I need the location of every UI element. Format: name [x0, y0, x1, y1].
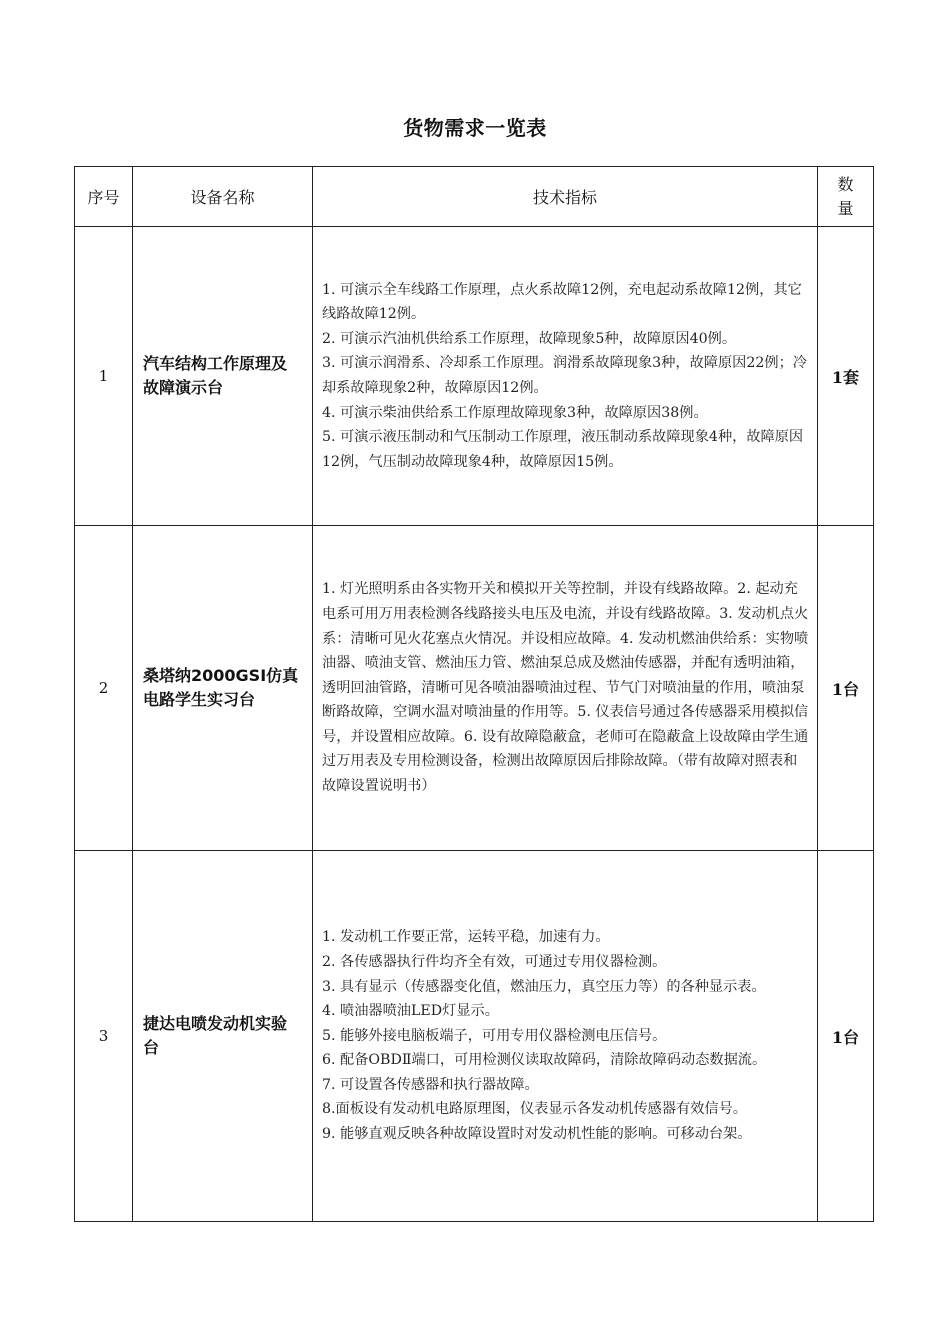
row-no: 1 — [75, 227, 133, 526]
header-no: 序号 — [75, 167, 133, 227]
spec-item: 8.面板设有发动机电路原理图，仪表显示各发动机传感器有效信号。 — [322, 1101, 747, 1118]
spec-item: 6. 配备OBDⅡ端口，可用检测仪读取故障码，清除故障码动态数据流。 — [322, 1052, 767, 1069]
row-name: 捷达电喷发动机实验台 — [133, 851, 313, 1222]
spec-item: 7. 可设置各传感器和执行器故障。 — [322, 1076, 539, 1093]
row-qty: 1台 — [818, 851, 874, 1222]
spec-item: 4. 可演示柴油供给系工作原理故障现象3种，故障原因38例。 — [322, 404, 708, 421]
header-qty-line1: 数 — [837, 174, 854, 194]
row-no: 2 — [75, 526, 133, 851]
table-row — [75, 227, 874, 526]
row-qty: 1套 — [818, 227, 874, 526]
spec-item: 1. 灯光照明系由各实物开关和模拟开关等控制，并设有线路故障。2. 起动充电系可用万用表检测各线路接头电压及电流，并设有线路故障。3. 发动机点火系：清晰可见火花塞点火情况。并设相应故障。4. 发动机燃油供给系：实物喷油器、喷油支管、燃油压力管、燃油泵总成及燃油传感器，并配有透明油箱，透明回油管路，清晰可见各喷油器喷油过程、节气门对喷油量的作用，喷油泵断路故障，空调水温对喷油量的作用等。5. 仪表信号通过各传感器采用模拟信号，并设置相应故障。6. 设有故障隐蔽盒，老师可在隐蔽盒上设故障由学生通过万用表及专用检测设备，检测出故障原因后排除故障。（带有故障对照表和故障设置说明书） — [322, 581, 809, 795]
row-spec — [313, 851, 818, 1222]
header-name: 设备名称 — [133, 167, 313, 227]
spec-item: 1. 发动机工作要正常，运转平稳，加速有力。 — [322, 929, 610, 946]
spec-item: 3. 具有显示（传感器变化值，燃油压力，真空压力等）的各种显示表。 — [322, 978, 766, 995]
row-spec — [313, 526, 818, 851]
spec-item: 1. 可演示全车线路工作原理，点火系故障12例，充电起动系故障12例，其它线路故障12例。 — [322, 281, 802, 323]
spec-item: 5. 可演示液压制动和气压制动工作原理，液压制动系故障现象4种，故障原因 12例，气压制动故障现象4种，故障原因15例。 — [322, 429, 804, 470]
table-header-row — [75, 167, 874, 227]
spec-item: 4. 喷油器喷油LED灯显示。 — [322, 1003, 499, 1020]
spec-item: 9. 能够直观反映各种故障设置时对发动机性能的影响。可移动台架。 — [322, 1126, 752, 1143]
table-row — [75, 526, 874, 851]
spec-item: 5. 能够外接电脑板端子，可用专用仪器检测电压信号。 — [322, 1027, 667, 1044]
header-qty — [818, 167, 874, 227]
row-name: 桑塔纳2000GSI仿真电路学生实习台 — [133, 526, 313, 851]
row-no: 3 — [75, 851, 133, 1222]
row-spec — [313, 227, 818, 526]
spec-item: 3. 可演示润滑系、冷却系工作原理。润滑系故障现象3种，故障原因22例；冷却系故障现象2种，故障原因12例。 — [322, 355, 807, 396]
spec-item: 2. 各传感器执行件均齐全有效，可通过专用仪器检测。 — [322, 953, 667, 970]
goods-table — [74, 166, 874, 1222]
row-name: 汽车结构工作原理及故障演示台 — [133, 227, 313, 526]
table-row — [75, 851, 874, 1222]
spec-item: 2. 可演示汽油机供给系工作原理，故障现象5种，故障原因40例。 — [322, 330, 737, 347]
page-title: 货物需求一览表 — [403, 116, 547, 140]
header-qty-line2: 量 — [837, 198, 854, 218]
header-spec: 技术指标 — [313, 167, 818, 227]
row-qty: 1台 — [818, 526, 874, 851]
